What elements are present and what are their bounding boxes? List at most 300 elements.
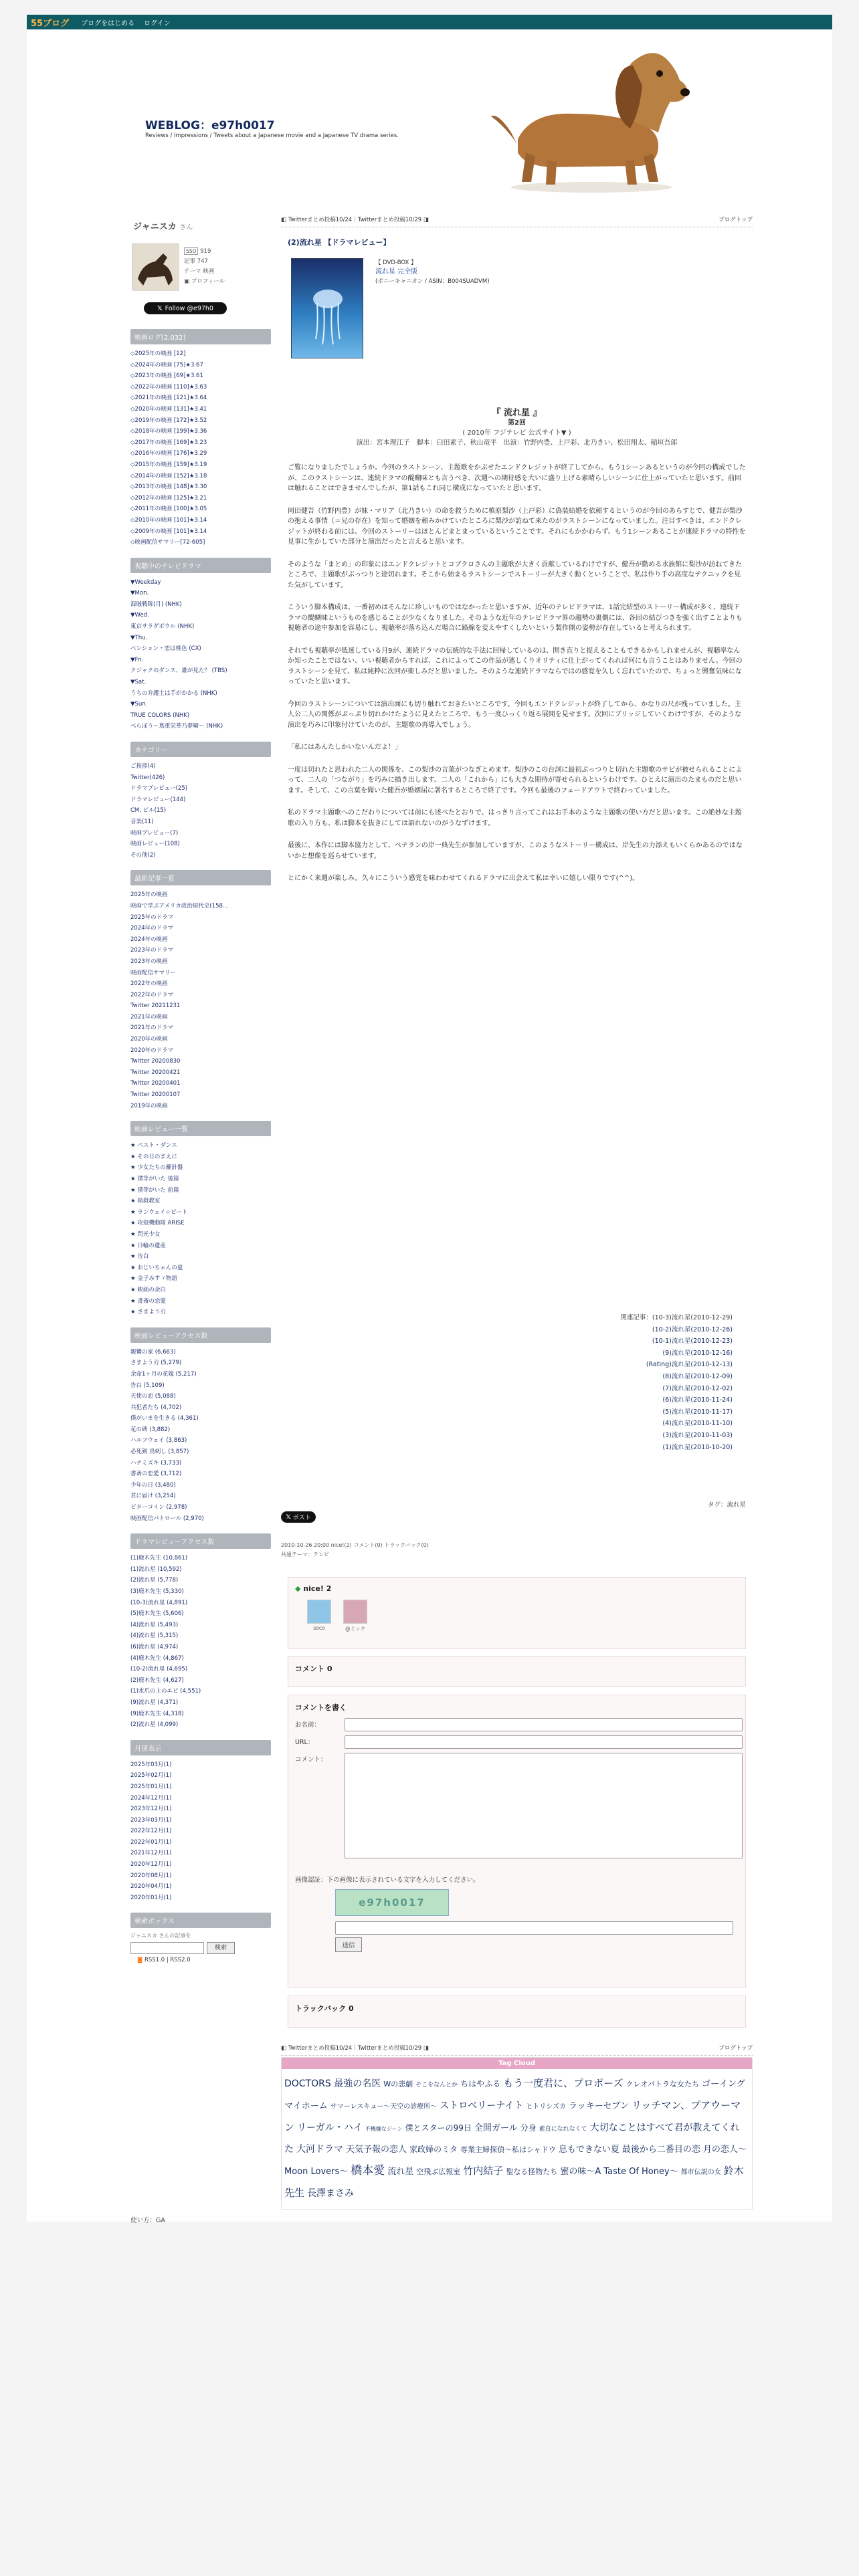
sidebar-link[interactable]: クジャクのダンス、誰が見た？ (TBS): [130, 667, 227, 675]
tag-cloud-link[interactable]: 僕とスターの99日: [405, 2123, 472, 2133]
tag-cloud-link[interactable]: 月の恋人〜Moon Lovers〜: [284, 2145, 747, 2177]
sidebar-link[interactable]: 2021年の映画 [121]★3.64: [134, 395, 207, 402]
sidebar-list-item[interactable]: [130, 1837, 271, 1848]
sidebar-list-item[interactable]: [130, 1078, 271, 1089]
sidebar-list-item[interactable]: [130, 828, 271, 839]
sidebar-link[interactable]: 映画配信サマリー: [130, 969, 177, 976]
sidebar-link[interactable]: 2022年12月(1): [130, 1828, 172, 1835]
sidebar-link[interactable]: 書斎の恋愛 (3,712): [130, 1471, 182, 1478]
sidebar-link[interactable]: ドラマプレビュー(25): [130, 785, 188, 792]
sidebar-list-item[interactable]: [130, 1586, 271, 1598]
sidebar-link[interactable]: べらぼう〜蔦重栄華乃夢噺〜 (NHK): [130, 723, 223, 730]
tag-cloud-link[interactable]: 長澤まさみ: [307, 2188, 355, 2199]
tag-cloud-link[interactable]: 都市伝説の女: [680, 2169, 721, 2176]
start-blog-link[interactable]: ブログをはじめる: [81, 19, 135, 27]
tag-cloud-link[interactable]: 大河ドラマ: [296, 2144, 343, 2155]
sidebar-link[interactable]: 少年の日 (3,480): [130, 1481, 176, 1489]
sidebar-link[interactable]: 攻殻機動隊 ARISE: [137, 1220, 185, 1227]
sidebar-list-item[interactable]: [130, 1196, 271, 1207]
sidebar-link[interactable]: Twitter 20200401: [130, 1080, 181, 1087]
sidebar-link[interactable]: (6)流れ星 (4,974): [130, 1643, 179, 1650]
sidebar-list-item[interactable]: [130, 968, 271, 979]
sidebar-link[interactable]: 2011年の映画 [100]★3.05: [134, 506, 207, 513]
sidebar-list-item[interactable]: [130, 710, 271, 722]
sidebar-link[interactable]: 2015年の映画 [159]★3.19: [134, 461, 207, 468]
sidebar-link[interactable]: 2018年の映画 [199]★3.36: [134, 428, 207, 435]
sidebar-list-item[interactable]: [130, 1675, 271, 1687]
sidebar-link[interactable]: Twitter 20211231: [130, 1002, 181, 1010]
sidebar-list-item[interactable]: [130, 1513, 271, 1525]
sidebar-list-item[interactable]: [130, 1782, 271, 1793]
sidebar-list-item[interactable]: [130, 1642, 271, 1653]
sidebar-link[interactable]: ペンション・恋は桃色 (CX): [130, 645, 201, 653]
sidebar-list-item[interactable]: [130, 1608, 271, 1620]
sidebar-list-item[interactable]: [130, 1056, 271, 1067]
pager-prev-next-link[interactable]: Twitterまとめ投稿10/24｜Twitterまとめ投稿10/29: [288, 217, 422, 223]
tag-cloud-link[interactable]: 蜜の味〜A Taste Of Honey〜: [560, 2167, 678, 2177]
sidebar-link[interactable]: 2024年の映画: [130, 936, 168, 943]
tag-cloud-link[interactable]: 大切なことはすべて君が教えてくれた: [284, 2123, 740, 2155]
profile-avatar[interactable]: [132, 243, 179, 290]
sidebar-link[interactable]: ランウェイ☆ビート: [137, 1208, 188, 1216]
nice-user[interactable]: @ミック: [343, 1600, 367, 1632]
sidebar-list-item[interactable]: [130, 610, 271, 621]
sidebar-list-item[interactable]: [130, 1653, 271, 1665]
tag-cloud-link[interactable]: 分身: [520, 2123, 537, 2133]
tag-cloud-link[interactable]: 最後から二番目の恋: [622, 2145, 700, 2155]
sidebar-list-item[interactable]: [130, 805, 271, 817]
sidebar-list-item[interactable]: [130, 699, 271, 710]
sidebar-list-item[interactable]: [130, 1598, 271, 1609]
sidebar-list-item[interactable]: [130, 437, 271, 449]
sidebar-link[interactable]: 2023年の映画: [130, 958, 168, 965]
sidebar-list-item[interactable]: [130, 1101, 271, 1112]
profile-stat[interactable]: テーマ 映画: [184, 268, 215, 275]
sidebar-link[interactable]: 金子みすゞ物語: [137, 1275, 177, 1283]
submit-button[interactable]: 送信: [335, 1937, 362, 1952]
sidebar-link[interactable]: 映画で学ぶアメリカ政治現代史(158...: [130, 902, 229, 909]
name-field[interactable]: [345, 1718, 743, 1731]
sidebar-link[interactable]: Twitter 20200107: [130, 1091, 181, 1099]
tag-cloud-link[interactable]: もう一度君に、プロポーズ: [503, 2077, 624, 2089]
sidebar-list-item[interactable]: [130, 761, 271, 772]
sidebar-link[interactable]: 必死剣 鳥刺し (3,857): [130, 1448, 189, 1456]
sidebar-list-item[interactable]: [130, 481, 271, 493]
sidebar-list-item[interactable]: [130, 990, 271, 1001]
tag-cloud-link[interactable]: ゴーイングマイホーム: [284, 2079, 745, 2111]
sidebar-list-item[interactable]: [130, 978, 271, 990]
tag-cloud-link[interactable]: ラッキーセブン: [568, 2101, 629, 2111]
sidebar-link[interactable]: 2022年のドラマ: [130, 991, 174, 998]
post-tags[interactable]: タグ：流れ星: [707, 1501, 746, 1509]
sidebar-link[interactable]: 2016年の映画 [176]★3.29: [134, 450, 207, 457]
sidebar-link[interactable]: ドラマレビュー(144): [130, 796, 186, 803]
tag-cloud-link[interactable]: 素直になれなくて: [539, 2126, 587, 2133]
sidebar-link[interactable]: ▼Sun.: [130, 701, 148, 708]
related-link[interactable]: (10-2)流れ星(2010-12-26): [652, 1325, 733, 1333]
sidebar-link[interactable]: ▼Fri.: [130, 656, 144, 663]
tag-cloud-link[interactable]: 空飛ぶ広報室: [416, 2167, 461, 2176]
sidebar-list-item[interactable]: [130, 370, 271, 382]
sidebar-list-item[interactable]: [130, 956, 271, 968]
nice-user[interactable]: soco: [307, 1600, 331, 1632]
tag-cloud-link[interactable]: ヒトリシズカ: [526, 2103, 566, 2111]
sidebar-list-item[interactable]: [130, 901, 271, 912]
sidebar-list-item[interactable]: [130, 1553, 271, 1564]
sidebar-list-item[interactable]: [130, 1502, 271, 1513]
sidebar-link[interactable]: 僕等がいた 後篇: [137, 1176, 179, 1182]
sidebar-link[interactable]: 告白 (5,109): [130, 1382, 165, 1389]
sidebar-list-item[interactable]: [130, 360, 271, 371]
sidebar-link[interactable]: 日輪の遺産: [137, 1242, 166, 1249]
sidebar-link[interactable]: 2024年の映画 [75]★3.67: [134, 361, 203, 368]
sidebar-link[interactable]: 告白: [137, 1253, 149, 1261]
sidebar-link[interactable]: 映画配信サマリー[72-605]: [134, 539, 205, 546]
sidebar-link[interactable]: Twitter(426): [130, 774, 165, 781]
sidebar-list-item[interactable]: [130, 1491, 271, 1502]
sidebar-list-item[interactable]: [130, 1893, 271, 1904]
tag-cloud-link[interactable]: DOCTORS 最強の名医: [284, 2078, 381, 2089]
sidebar-list-item[interactable]: [130, 817, 271, 828]
sidebar-link[interactable]: さまよう刃 (5,279): [130, 1360, 182, 1367]
comment-textarea[interactable]: [345, 1753, 743, 1858]
sidebar-list-item[interactable]: [130, 1575, 271, 1586]
tag-cloud-link[interactable]: 橋本愛: [351, 2164, 385, 2177]
sidebar-list-item[interactable]: [130, 1458, 271, 1469]
sidebar-list-item[interactable]: [130, 382, 271, 393]
sidebar-link[interactable]: (1)鹿木先生 (10,861): [130, 1555, 188, 1562]
sidebar-list-item[interactable]: [130, 1402, 271, 1414]
sidebar-link[interactable]: 少女たちの羅針盤: [137, 1164, 183, 1172]
sidebar-link[interactable]: 2020年の映画 [131]★3.41: [134, 405, 207, 413]
sidebar-list-item[interactable]: [130, 348, 271, 360]
blog-top-link[interactable]: ブログトップ: [719, 217, 753, 223]
tag-cloud-link[interactable]: 竹内結子: [463, 2165, 504, 2177]
related-link[interactable]: (1)流れ星(2010-10-20): [662, 1443, 733, 1451]
related-link[interactable]: (5)流れ星(2010-11-17): [662, 1408, 733, 1416]
sidebar-link[interactable]: 2020年のドラマ: [130, 1047, 174, 1054]
login-link[interactable]: ログイン: [144, 19, 171, 27]
sidebar-link[interactable]: 僕がいまを生きる (4,361): [130, 1415, 199, 1422]
sidebar-link[interactable]: ▼Weekday: [130, 578, 161, 586]
sidebar-link[interactable]: 2021年12月(1): [130, 1850, 172, 1857]
sidebar-link[interactable]: 2023年の映画 [69]★3.61: [134, 372, 203, 380]
sidebar-list-item[interactable]: [130, 839, 271, 850]
sidebar-link[interactable]: 東京サラダボウル (NHK): [130, 623, 195, 631]
related-link[interactable]: (7)流れ星(2010-12-02): [662, 1384, 733, 1392]
tag-cloud-link[interactable]: 家政婦のミタ: [409, 2145, 458, 2154]
sidebar-link[interactable]: ▼Sat.: [130, 679, 147, 686]
sidebar-list-item[interactable]: [130, 1067, 271, 1079]
sidebar-list-item[interactable]: [130, 493, 271, 504]
sidebar-link[interactable]: 閃光少女: [137, 1230, 161, 1238]
sidebar-list-item[interactable]: [130, 1686, 271, 1697]
sidebar-link[interactable]: 2022年の映画 [110]★3.63: [134, 383, 207, 391]
sidebar-link[interactable]: 2012年の映画 [125]★3.21: [134, 494, 207, 502]
sidebar-list-item[interactable]: [130, 783, 271, 794]
sidebar-link[interactable]: 2025年のドラマ: [130, 914, 174, 921]
related-link[interactable]: (Rating)流れ星(2010-12-13): [646, 1361, 733, 1369]
sidebar-link[interactable]: (9)流れ星 (4,371): [130, 1699, 179, 1706]
sidebar-list-item[interactable]: [130, 1870, 271, 1882]
tag-cloud-link[interactable]: ストロベリーナイト: [440, 2101, 524, 2111]
sidebar-list-item[interactable]: [130, 1391, 271, 1402]
sidebar-link[interactable]: 2025年03月(1): [130, 1761, 172, 1768]
sidebar-list-item[interactable]: [130, 1185, 271, 1196]
sidebar-link[interactable]: ▼Wed.: [130, 612, 149, 619]
sidebar-link[interactable]: おじいちゃんの夏: [137, 1264, 183, 1271]
sidebar-link[interactable]: 2021年の映画: [130, 1013, 168, 1021]
captcha-field[interactable]: [335, 1921, 733, 1935]
sidebar-link[interactable]: 2020年の映画: [130, 1036, 168, 1043]
sidebar-list-item[interactable]: [130, 850, 271, 861]
sidebar-link[interactable]: (10-3)流れ星 (4,891): [130, 1599, 188, 1606]
sidebar-list-item[interactable]: [130, 1273, 271, 1285]
sidebar-list-item[interactable]: [130, 393, 271, 404]
sidebar-link[interactable]: (10-2)流れ星 (4,695): [130, 1666, 188, 1673]
tag-cloud-link[interactable]: サマーレスキュー〜天空の診療所〜: [330, 2103, 438, 2111]
sidebar-list-item[interactable]: [130, 1347, 271, 1358]
sidebar-list-item[interactable]: [130, 889, 271, 901]
sidebar-link[interactable]: ▼Mon.: [130, 590, 149, 597]
sidebar-link[interactable]: 天使の恋 (5,088): [130, 1393, 176, 1400]
sidebar-link[interactable]: 君に届け (3,254): [130, 1493, 176, 1500]
sidebar-list-item[interactable]: [130, 1848, 271, 1859]
sidebar-list-item[interactable]: [130, 1263, 271, 1274]
sidebar-list-item[interactable]: [130, 1000, 271, 1012]
sidebar-link[interactable]: その日のまえに: [137, 1153, 177, 1160]
sidebar-link[interactable]: 音楽(11): [130, 818, 154, 825]
related-link[interactable]: (10-1)流れ星(2010-12-23): [652, 1337, 733, 1346]
sidebar-list-item[interactable]: [130, 1413, 271, 1424]
sidebar-list-item[interactable]: [130, 1034, 271, 1045]
sidebar-link[interactable]: 映画の余白: [137, 1286, 166, 1293]
sidebar-list-item[interactable]: [130, 504, 271, 515]
sidebar-list-item[interactable]: [130, 1023, 271, 1034]
sidebar-link[interactable]: 映画配信パトロール (2,970): [130, 1515, 204, 1522]
sidebar-list-item[interactable]: [130, 1162, 271, 1174]
related-link[interactable]: (3)流れ星(2010-11-03): [662, 1431, 733, 1439]
sidebar-list-item[interactable]: [130, 1380, 271, 1392]
sidebar-link[interactable]: 暗殺教室: [137, 1198, 161, 1205]
sidebar-link[interactable]: 2023年03月(1): [130, 1816, 172, 1824]
sidebar-list-item[interactable]: [130, 1804, 271, 1815]
sidebar-link[interactable]: 2020年08月(1): [130, 1872, 172, 1879]
blog-title[interactable]: WEBLOG：e97h0017: [145, 119, 275, 132]
sidebar-list-item[interactable]: [130, 655, 271, 666]
sidebar-link[interactable]: (2)鹿木先生 (4,627): [130, 1677, 184, 1684]
related-link[interactable]: (4)流れ星(2010-11-10): [662, 1420, 733, 1428]
sidebar-list-item[interactable]: [130, 1296, 271, 1307]
sidebar-list-item[interactable]: [130, 459, 271, 471]
rss-link[interactable]: RSS1.0 | RSS2.0: [144, 1957, 191, 1964]
sidebar-link[interactable]: 海賊戦隊(月) (NHK): [130, 601, 182, 608]
tag-cloud-link[interactable]: リッチマン、プアウーマン: [284, 2099, 741, 2133]
sidebar-list-item[interactable]: [130, 1770, 271, 1782]
sidebar-list-item[interactable]: [130, 471, 271, 482]
sidebar-link[interactable]: 2022年の映画: [130, 980, 168, 988]
sidebar-list-item[interactable]: [130, 1369, 271, 1380]
tag-cloud-link[interactable]: 天気予報の恋人: [346, 2145, 407, 2155]
sidebar-link[interactable]: ハルフウェイ (3,863): [130, 1437, 187, 1444]
sidebar-list-item[interactable]: [130, 643, 271, 655]
sidebar-link[interactable]: ▼Thu.: [130, 634, 148, 641]
tag-cloud-link[interactable]: クレオパトラな女たち: [626, 2080, 699, 2088]
tag-cloud-link[interactable]: 聖なる怪物たち: [506, 2167, 558, 2176]
sidebar-list-item[interactable]: [130, 1045, 271, 1057]
sidebar-list-item[interactable]: [130, 537, 271, 548]
sidebar-link[interactable]: 2020年04月(1): [130, 1883, 172, 1891]
sidebar-list-item[interactable]: [130, 1469, 271, 1480]
site-logo[interactable]: 55ブログ: [31, 18, 70, 29]
sidebar-list-item[interactable]: [130, 721, 271, 732]
sidebar-list-item[interactable]: [130, 1218, 271, 1229]
sidebar-list-item[interactable]: [130, 1012, 271, 1023]
sidebar-link[interactable]: 2009年の映画 [101]★3.14: [134, 528, 207, 535]
sidebar-list-item[interactable]: [130, 1826, 271, 1837]
sidebar-link[interactable]: (9)鹿木先生 (4,318): [130, 1710, 184, 1717]
sidebar-link[interactable]: Twitter 20200830: [130, 1058, 181, 1065]
x-post-button[interactable]: 𝕏 ポスト: [281, 1511, 316, 1523]
sidebar-list-item[interactable]: [130, 526, 271, 538]
sidebar-link[interactable]: その他(2): [130, 851, 156, 859]
sidebar-link[interactable]: 余命1ヶ月の花嫁 (5,217): [130, 1370, 197, 1378]
tag-cloud-link[interactable]: 不機嫌なジーン: [365, 2126, 403, 2132]
sidebar-list-item[interactable]: [130, 1174, 271, 1185]
sidebar-list-item[interactable]: [130, 1089, 271, 1101]
sidebar-list-item[interactable]: [130, 515, 271, 526]
sidebar-link[interactable]: 映画プレビュー(7): [130, 829, 179, 837]
sidebar-list-item[interactable]: [130, 1759, 271, 1771]
sidebar-link[interactable]: 2013年の映画 [148]★3.30: [134, 484, 207, 491]
sidebar-link[interactable]: 書斎の恋愛: [137, 1297, 166, 1305]
sidebar-link[interactable]: 花の碑 (3,882): [130, 1426, 171, 1433]
sidebar-list-item[interactable]: [130, 1620, 271, 1631]
sidebar-list-item[interactable]: [130, 1881, 271, 1893]
related-link[interactable]: (10-3)流れ星(2010-12-29): [652, 1314, 733, 1321]
sidebar-list-item[interactable]: [130, 1251, 271, 1263]
sidebar-link[interactable]: 2010年の映画 [101]★3.14: [134, 516, 207, 524]
sidebar-link[interactable]: (1)水爪の上のエピ (4,551): [130, 1688, 201, 1695]
sidebar-list-item[interactable]: [130, 1140, 271, 1152]
sidebar-link[interactable]: (4)鹿木先生 (4,867): [130, 1654, 184, 1662]
tag-cloud-link[interactable]: 専業主婦探偵〜私はシャドウ: [460, 2145, 556, 2154]
tag-cloud-link[interactable]: ちはやふる: [460, 2079, 501, 2088]
tag-cloud-link[interactable]: 流れ星: [387, 2167, 414, 2177]
sidebar-list-item[interactable]: [130, 577, 271, 588]
sidebar-link[interactable]: (2)流れ星 (4,099): [130, 1721, 179, 1729]
sidebar-link[interactable]: (4)流れ星 (5,493): [130, 1621, 179, 1628]
sidebar-list-item[interactable]: [130, 1241, 271, 1252]
sidebar-link[interactable]: 2019年の映画: [130, 1102, 168, 1109]
sidebar-list-item[interactable]: [130, 794, 271, 806]
sidebar-list-item[interactable]: [130, 1207, 271, 1218]
tag-cloud-link[interactable]: 全開ガール: [474, 2123, 518, 2133]
sidebar-list-item[interactable]: [130, 665, 271, 677]
sidebar-link[interactable]: 共犯者たち (4,702): [130, 1404, 182, 1411]
sidebar-list-item[interactable]: [130, 588, 271, 599]
sidebar-list-item[interactable]: [130, 677, 271, 688]
sidebar-link[interactable]: さまよう刃: [137, 1309, 166, 1316]
sidebar-link[interactable]: 2022年01月(1): [130, 1838, 172, 1846]
sidebar-list-item[interactable]: [130, 448, 271, 459]
sidebar-link[interactable]: (3)鹿木先生 (5,330): [130, 1588, 184, 1595]
sidebar-list-item[interactable]: [130, 1307, 271, 1318]
sidebar-link[interactable]: ベスト・ダンス: [137, 1142, 177, 1150]
sidebar-list-item[interactable]: [130, 1285, 271, 1296]
sidebar-link[interactable]: 僕等がいた 前篇: [137, 1186, 179, 1194]
url-field[interactable]: [345, 1735, 743, 1749]
sidebar-list-item[interactable]: [130, 621, 271, 633]
sidebar-list-item[interactable]: [130, 1152, 271, 1163]
tag-cloud-link[interactable]: 息もできない夏: [558, 2145, 619, 2155]
sidebar-link[interactable]: (4)流れ星 (5,315): [130, 1632, 179, 1640]
x-follow-button[interactable]: 𝕏 Follow @e97h0: [144, 302, 227, 314]
sidebar-link[interactable]: 2024年のドラマ: [130, 925, 174, 932]
sidebar-link[interactable]: (1)流れ星 (10,592): [130, 1566, 182, 1573]
profile-link[interactable]: ▣ プロフィール: [184, 278, 225, 285]
sidebar-list-item[interactable]: [130, 945, 271, 956]
pager-prev-next-link[interactable]: Twitterまとめ投稿10/24｜Twitterまとめ投稿10/29: [288, 2045, 422, 2052]
sidebar-list-item[interactable]: [130, 1480, 271, 1491]
search-input[interactable]: [130, 1942, 204, 1954]
sidebar-list-item[interactable]: [130, 1435, 271, 1446]
related-link[interactable]: (9)流れ星(2010-12-16): [662, 1349, 733, 1357]
post-meta[interactable]: 2010-10-26 20:00 nice!(2) コメント(0) トラックバック(0): [281, 1542, 429, 1548]
sidebar-link[interactable]: TRUE COLORS (NHK): [130, 712, 190, 719]
sidebar-link[interactable]: 2025年02月(1): [130, 1772, 172, 1780]
sidebar-list-item[interactable]: [130, 426, 271, 437]
sidebar-link[interactable]: 2019年の映画 [172]★3.52: [134, 417, 207, 424]
sidebar-link[interactable]: ハナミズキ (3,733): [130, 1459, 182, 1467]
post-theme[interactable]: 共通テーマ：テレビ: [281, 1551, 329, 1558]
sidebar-list-item[interactable]: [130, 1697, 271, 1709]
blog-top-link[interactable]: ブログトップ: [719, 2045, 753, 2052]
sidebar-list-item[interactable]: [130, 1358, 271, 1369]
sidebar-link[interactable]: 映画レビュー(108): [130, 841, 180, 848]
related-link[interactable]: (6)流れ星(2010-11-24): [662, 1396, 733, 1404]
sidebar-link[interactable]: 親鸞の家 (6,663): [130, 1348, 176, 1356]
sidebar-list-item[interactable]: [130, 1424, 271, 1436]
sidebar-link[interactable]: Twitter 20200421: [130, 1069, 181, 1076]
sidebar-list-item[interactable]: [130, 923, 271, 934]
tag-cloud-link[interactable]: Wの悲劇: [383, 2080, 413, 2088]
dvd-cover-image[interactable]: [291, 258, 363, 358]
sidebar-list-item[interactable]: [130, 599, 271, 611]
sidebar-list-item[interactable]: [130, 1815, 271, 1826]
sidebar-list-item[interactable]: [130, 1719, 271, 1731]
sidebar-link[interactable]: 2025年の映画 [12]: [134, 350, 186, 357]
related-link[interactable]: (8)流れ星(2010-12-09): [662, 1372, 733, 1380]
sidebar-link[interactable]: 2017年の映画 [169]★3.23: [134, 439, 207, 446]
sidebar-link[interactable]: 2024年12月(1): [130, 1794, 172, 1802]
sidebar-link[interactable]: 2025年01月(1): [130, 1783, 172, 1790]
tag-cloud-link[interactable]: リーガル・ハイ: [297, 2123, 363, 2133]
sidebar-link[interactable]: CM, ビル(15): [130, 807, 167, 815]
sidebar-link[interactable]: ビターコイン (2,978): [130, 1504, 187, 1511]
sidebar-list-item[interactable]: [130, 415, 271, 427]
sidebar-list-item[interactable]: [130, 1859, 271, 1870]
sidebar-list-item[interactable]: [130, 1709, 271, 1720]
sidebar-list-item[interactable]: [130, 1564, 271, 1576]
sidebar-link[interactable]: 2023年12月(1): [130, 1806, 172, 1813]
sidebar-link[interactable]: (2)流れ星 (5,778): [130, 1577, 179, 1584]
sidebar-list-item[interactable]: [130, 1664, 271, 1675]
sidebar-link[interactable]: ご挨拶(4): [130, 763, 156, 770]
sidebar-list-item[interactable]: [130, 1793, 271, 1804]
sidebar-list-item[interactable]: [130, 934, 271, 946]
sidebar-list-item[interactable]: [130, 772, 271, 784]
